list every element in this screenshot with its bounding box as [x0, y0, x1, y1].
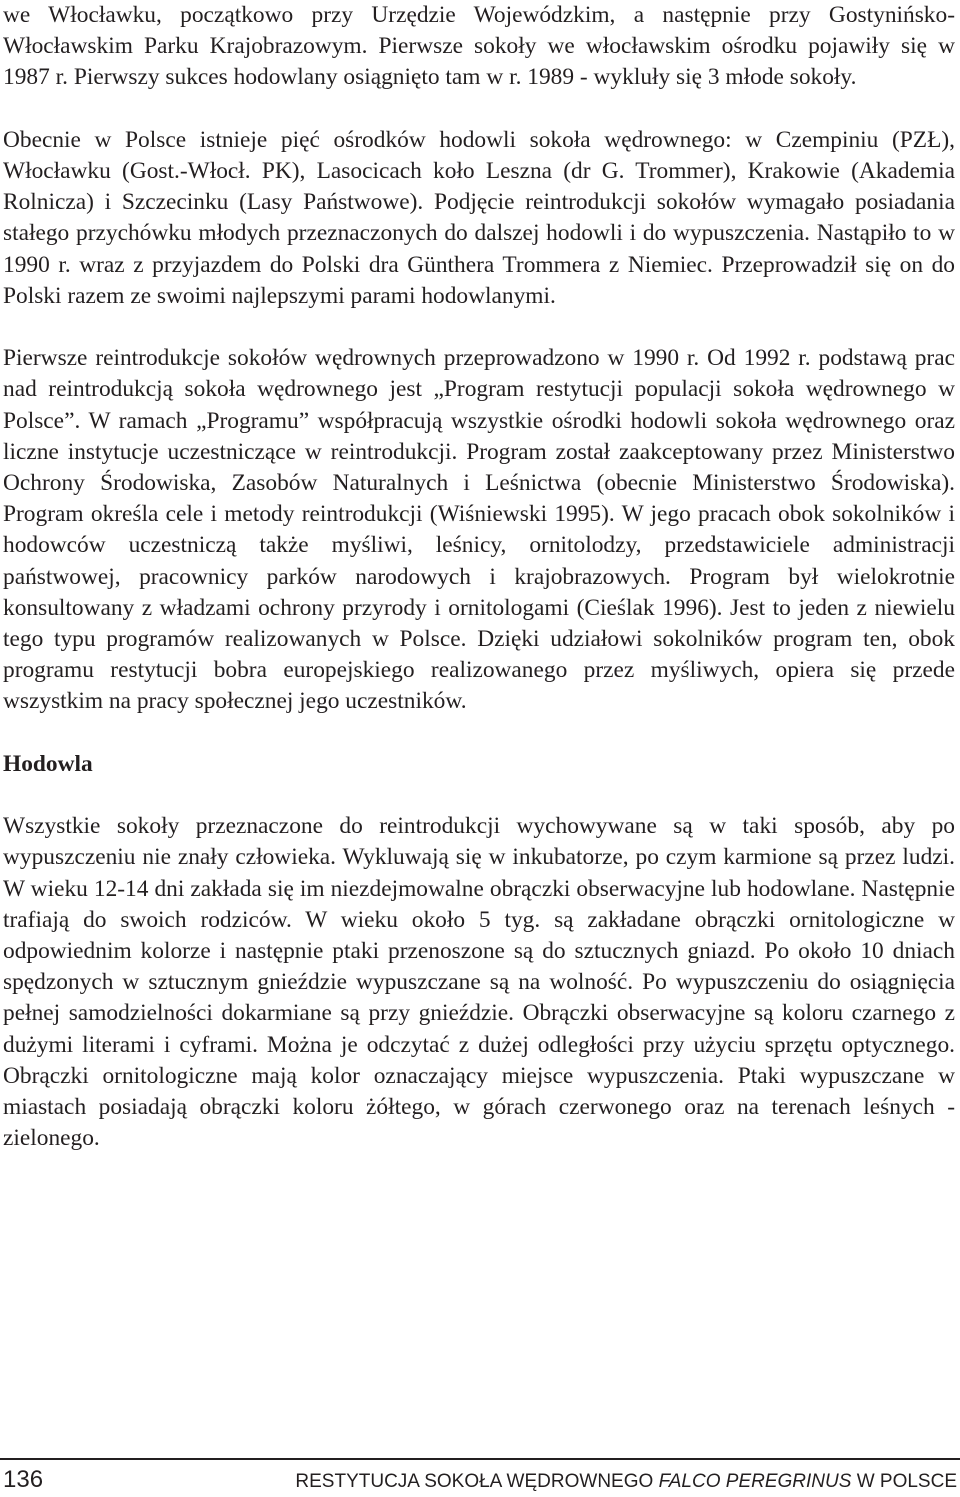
running-title-suffix: W POLSCE [851, 1471, 957, 1492]
section-paragraph: Wszystkie sokoły przeznaczone do reintrodukcji wychowywane są w taki sposób, aby po wypuszczeniu nie znały człowieka. Wykluwają się w inkubatorze, po czym karmione są przez ludzi. W wieku 12-14 dni zakłada się im niezdejmowalne obrączki obserwacyjne lub hodowlane. Następnie trafiają do swoich rodziców. W wieku około 5 tyg. są zakładane obrączki ornitologiczne w odpowiednim kolorze i następnie ptaki przenoszone są do sztucznych gniazd. Po około 10 dniach spędzonych w sztucznym gnieździe wypuszczane są na wolność. Po wypuszczeniu do osiągnięcia pełnej samodzielności dokarmiane są przy gnieździe. Obrączki obserwacyjne są koloru czarnego z dużymi literami i cyframi. Można je odczytać z dużej odległości przy użyciu sprzętu optycznego. Obrączki ornitologiczne mają kolor oznaczający miejsce wypuszczenia. Ptaki wypuszczane w miastach posiadają obrączki koloru żółtego, w górach czerwonego oraz na terenach leśnych - zielonego. [3, 813, 955, 1152]
footer-divider [0, 1458, 960, 1460]
running-title-prefix: RESTYTUCJA SOKOŁA WĘDROWNEGO [295, 1471, 659, 1492]
body-paragraph-2: Obecnie w Polsce istnieje pięć ośrodków hodowli sokoła wędrownego: w Czempiniu (PZŁ), Włocławku (Gost.-Włocł. PK), Lasocicach koło Leszna (dr G. Trommer), Krakowie (Akademia Rolnicza) i Szczecinku (Lasy Państwowe). Podjęcie reintrodukcji sokołów wymagało posiadania stałego przychówku młodych przeznaczonych do dalszej hodowli i do wypuszczenia. Nastąpiło to w 1990 r. wraz z przyjazdem do Polski dra Günthera Trommera z Niemiec. Przeprowadził się on do Polski razem ze swoimi najlepszymi parami hodowlanymi. [3, 126, 955, 309]
body-paragraph-3: Pierwsze reintrodukcje sokołów wędrownych przeprowadzono w 1990 r. Od 1992 r. podstawą prac nad reintrodukcją sokoła wędrownego jest „Program restytucji populacji sokoła wędrownego w Polsce”. W ramach „Programu” współpracują wszystkie ośrodki hodowli sokoła wędrownego oraz liczne instytucje uczestniczące w reintrodukcji. Program został zaakceptowany przez Ministerstwo Ochrony Środowiska, Zasobów Naturalnych i Leśnictwa (obecnie Ministerstwo Środowiska). Program określa cele i metody reintrodukcji (Wiśniewski 1995). W jego pracach obok sokolników i hodowców uczestniczą także myśliwi, leśnicy, ornitolodzy, przedstawiciele administracji państwowej, pracownicy parków narodowych i krajobrazowych. Program był wielokrotnie konsultowany z władzami ochrony przyrody i ornitologami (Cieślak 1996). Jest to jeden z niewielu tego typu programów realizowanych w Polsce. Dzięki udziałowi sokolników program ten, obok programu restytucji bobra europejskiego realizowanego przez myśliwych, opiera się przede wszystkim na pracy społecznej jego uczestników. [3, 345, 955, 715]
running-title-species: FALCO PEREGRINUS [658, 1471, 852, 1492]
page-number: 136 [3, 1466, 44, 1493]
running-title [295, 1470, 957, 1494]
section-heading: Hodowla [3, 750, 93, 777]
body-paragraph-1: we Włocławku, początkowo przy Urzędzie Wojewódzkim, a następnie przy Gostynińsko-Włocławskim Parku Krajobrazowym. Pierwsze sokoły we włocławskim ośrodku pojawiły się w 1987 r. Pierwszy sukces hodowlany osiągnięto tam w r. 1989 - wykluły się 3 młode sokoły. [3, 2, 955, 91]
page-content [3, 0, 955, 1154]
